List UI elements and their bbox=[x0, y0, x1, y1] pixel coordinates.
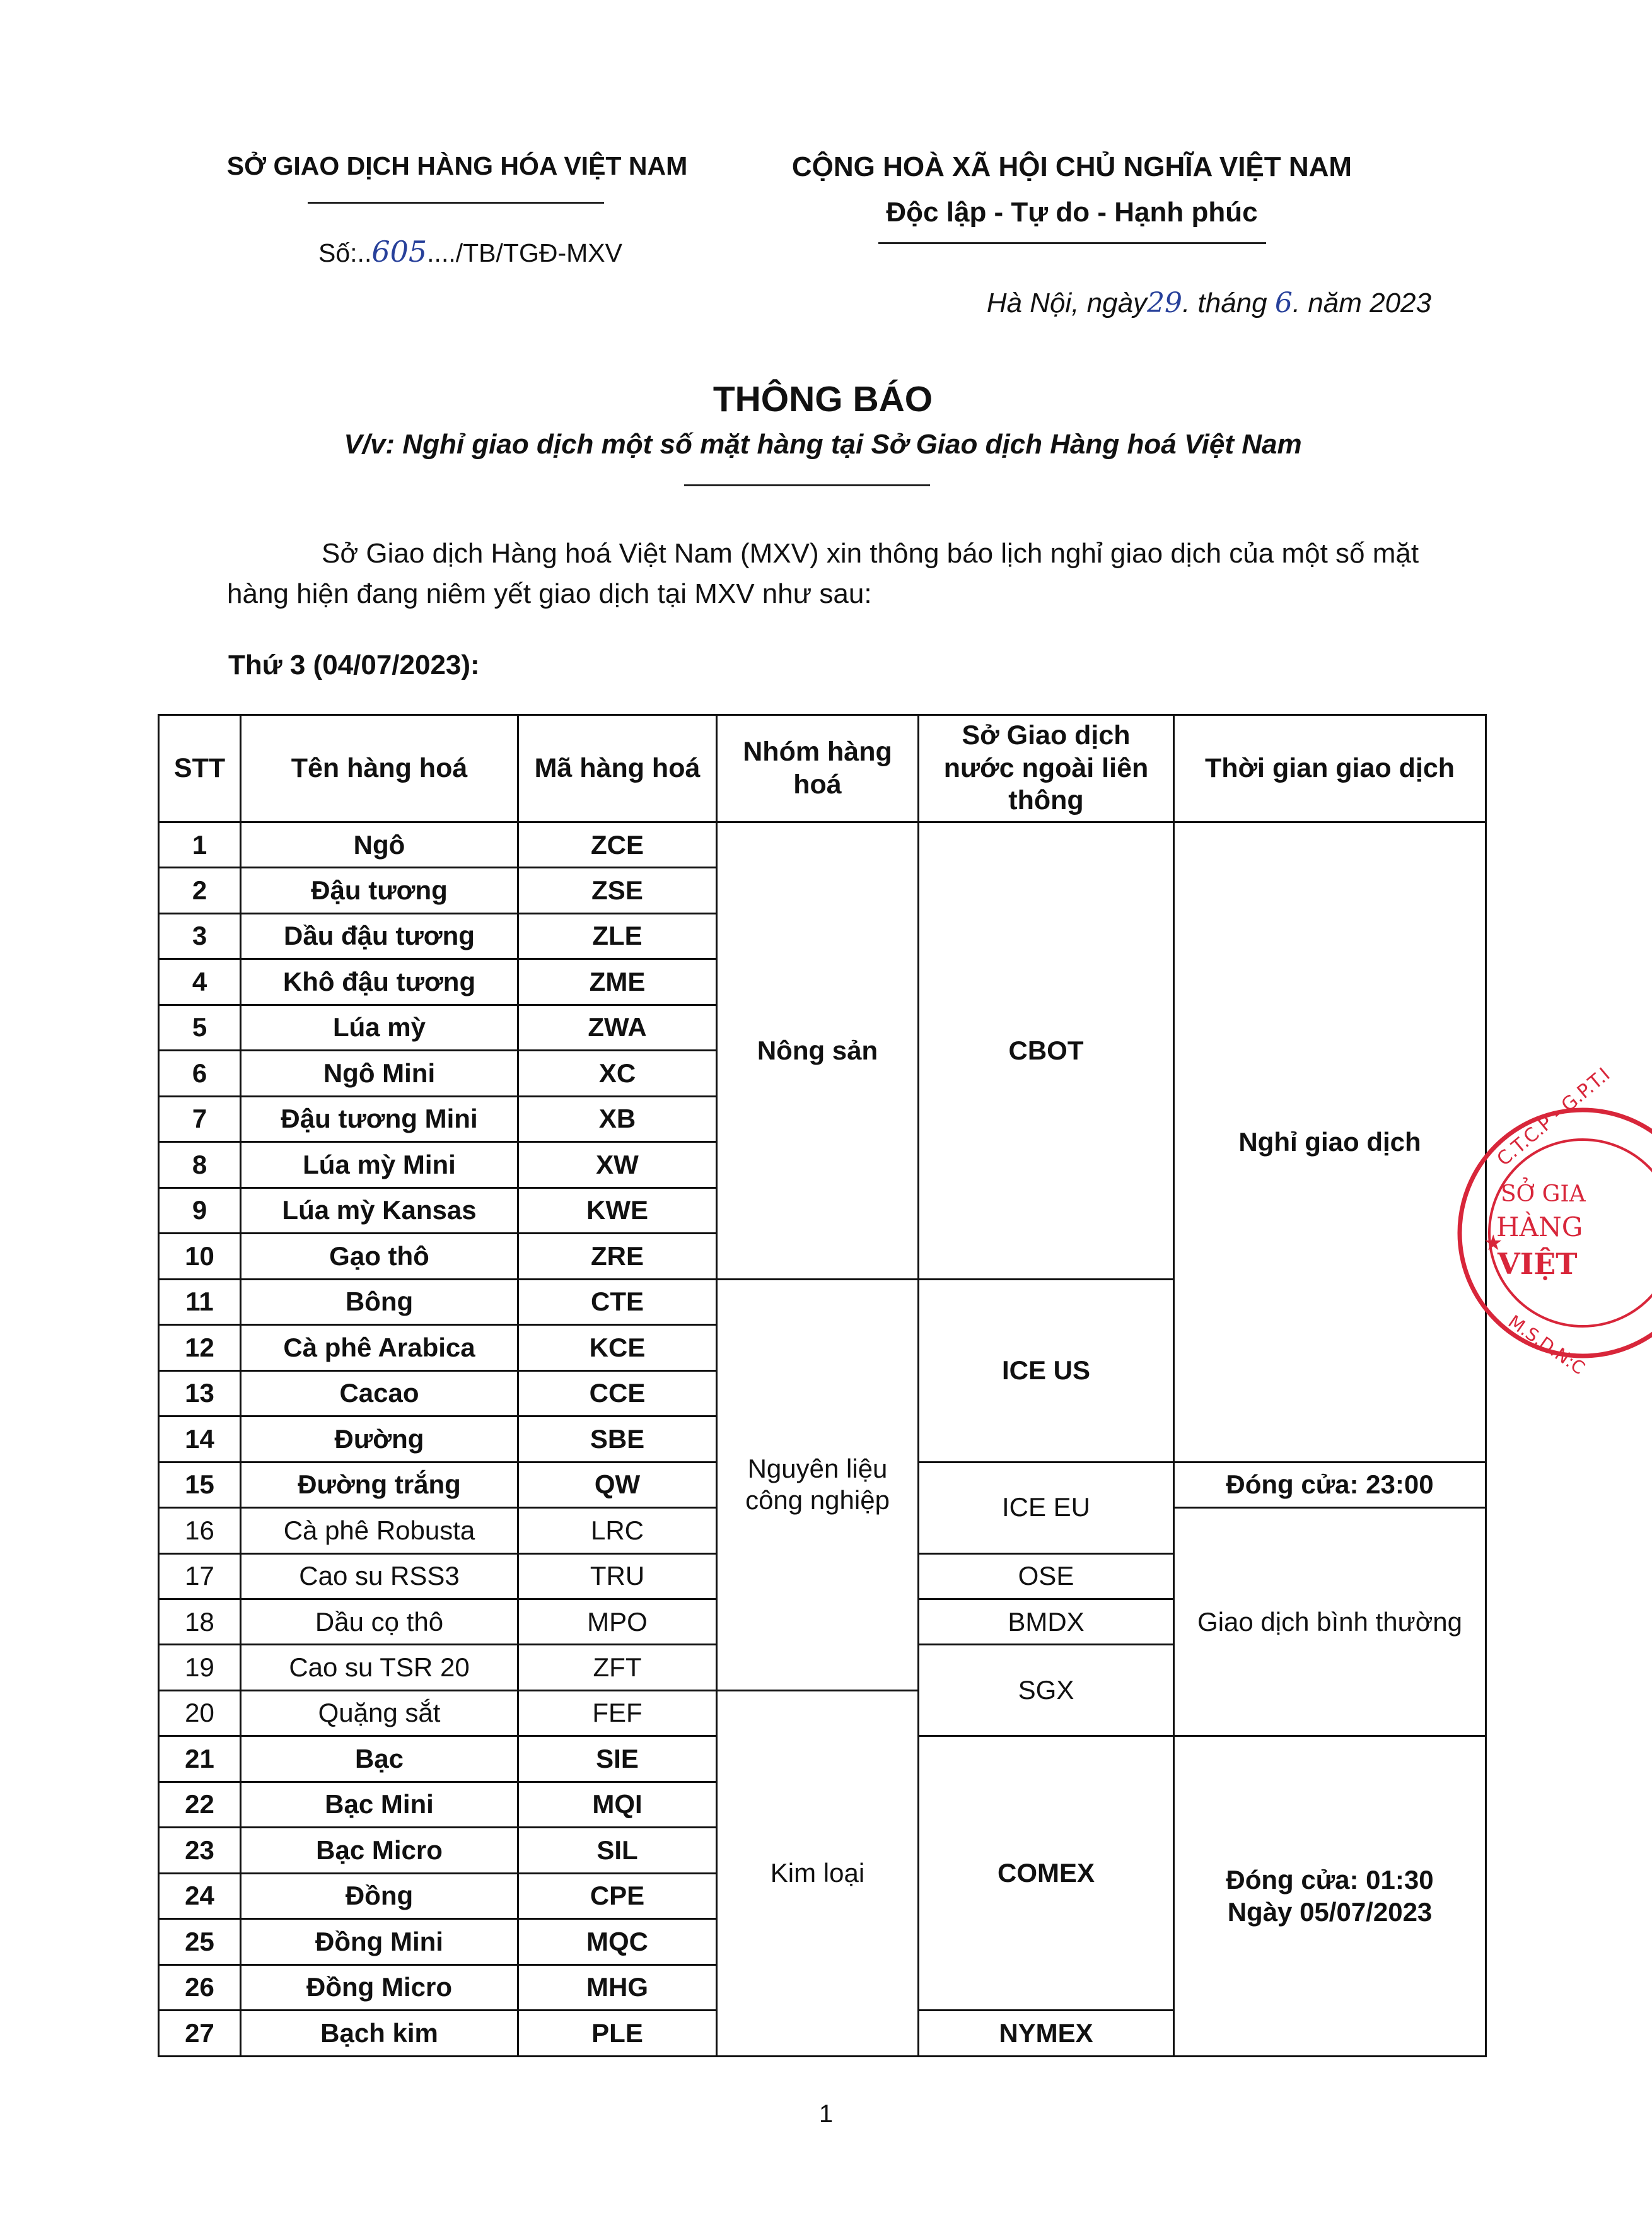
cell-stt: 4 bbox=[159, 959, 241, 1005]
cell-code: XW bbox=[518, 1142, 717, 1188]
cell-name: Lúa mỳ bbox=[241, 1005, 518, 1050]
exchange-ice-us: ICE US bbox=[919, 1279, 1174, 1462]
company-seal bbox=[1453, 1063, 1615, 1381]
cell-name: Bạc Mini bbox=[241, 1782, 518, 1827]
cell-code: CTE bbox=[518, 1279, 717, 1324]
date-month: 6 bbox=[1274, 287, 1293, 319]
table-header-row bbox=[159, 715, 1486, 822]
cell-name: Cao su RSS3 bbox=[241, 1553, 518, 1599]
cell-stt: 7 bbox=[159, 1096, 241, 1142]
cell-name: Dầu cọ thô bbox=[241, 1599, 518, 1644]
date-prefix: Hà Nội, ngày bbox=[986, 288, 1148, 318]
cell-name: Bông bbox=[241, 1279, 518, 1324]
cell-stt: 1 bbox=[159, 822, 241, 868]
cell-name: Đồng Micro bbox=[241, 1965, 518, 2010]
issue-date bbox=[933, 287, 1431, 319]
cell-stt: 6 bbox=[159, 1051, 241, 1096]
exchange-comex: COMEX bbox=[919, 1736, 1174, 2011]
cell-code: KWE bbox=[518, 1188, 717, 1233]
date-suffix: . năm 2023 bbox=[1292, 288, 1431, 318]
seal-graphic bbox=[1453, 1063, 1615, 1381]
seal-star-icon: ★ bbox=[1484, 1230, 1503, 1256]
header-code: Mã hàng hoá bbox=[518, 715, 717, 822]
cell-name: Lúa mỳ Mini bbox=[241, 1142, 518, 1188]
group-nong-san: Nông sản bbox=[717, 822, 919, 1280]
cell-code: ZLE bbox=[518, 913, 717, 959]
cell-name: Bạc bbox=[241, 1736, 518, 1782]
cell-name: Cao su TSR 20 bbox=[241, 1645, 518, 1690]
cell-stt: 21 bbox=[159, 1736, 241, 1782]
time-closed: Nghỉ giao dịch bbox=[1174, 822, 1486, 1463]
header-group: Nhóm hàng hoá bbox=[717, 715, 919, 822]
cell-code: XC bbox=[518, 1051, 717, 1096]
cell-code: PLE bbox=[518, 2011, 717, 2057]
cell-name: Đồng bbox=[241, 1873, 518, 1918]
day-label: Thứ 3 (04/07/2023): bbox=[228, 650, 480, 680]
cell-name: Khô đậu tương bbox=[241, 959, 518, 1005]
cell-code: QW bbox=[518, 1462, 717, 1507]
cell-stt: 12 bbox=[159, 1325, 241, 1370]
close-0130-time: Đóng cửa: 01:30 bbox=[1226, 1865, 1434, 1895]
cell-name: Đồng Mini bbox=[241, 1919, 518, 1965]
cell-name: Bạch kim bbox=[241, 2011, 518, 2057]
doc-no-suffix: ..../TB/TGĐ-MXV bbox=[427, 238, 622, 267]
exchange-ice-eu: ICE EU bbox=[919, 1462, 1174, 1553]
page-number: 1 bbox=[818, 2100, 834, 2128]
document-number: Số:..605..../TB/TGĐ-MXV bbox=[318, 235, 622, 269]
cell-code: FEF bbox=[518, 1690, 717, 1736]
cell-stt: 14 bbox=[159, 1416, 241, 1462]
document-title: THÔNG BÁO bbox=[713, 379, 933, 419]
date-mid: . tháng bbox=[1182, 288, 1275, 318]
cell-code: ZRE bbox=[518, 1234, 717, 1279]
cell-stt: 24 bbox=[159, 1873, 241, 1918]
cell-code: CPE bbox=[518, 1873, 717, 1918]
issuing-organization: SỞ GIAO DỊCH HÀNG HÓA VIỆT NAM bbox=[226, 151, 688, 180]
cell-code: SIE bbox=[518, 1736, 717, 1782]
org-underline bbox=[308, 202, 604, 204]
cell-code: CCE bbox=[518, 1370, 717, 1416]
table-row bbox=[159, 822, 1486, 868]
cell-name: Đường bbox=[241, 1416, 518, 1462]
doc-no-handwritten: 605 bbox=[371, 235, 428, 269]
cell-stt: 13 bbox=[159, 1370, 241, 1416]
cell-stt: 5 bbox=[159, 1005, 241, 1050]
exchange-cbot: CBOT bbox=[919, 822, 1174, 1280]
cell-stt: 11 bbox=[159, 1279, 241, 1324]
cell-name: Đậu tương bbox=[241, 868, 518, 913]
seal-line-1: SỞ GIA bbox=[1501, 1181, 1586, 1207]
exchange-ose: OSE bbox=[919, 1553, 1174, 1599]
cell-code: SIL bbox=[518, 1828, 717, 1873]
group-kim-loai: Kim loại bbox=[717, 1690, 919, 2056]
cell-code: SBE bbox=[518, 1416, 717, 1462]
seal-ring-text: C.T.C.P - G.P.T.I bbox=[1492, 1063, 1615, 1171]
header-name: Tên hàng hoá bbox=[241, 715, 518, 822]
cell-stt: 25 bbox=[159, 1919, 241, 1965]
document-subject: V/v: Nghỉ giao dịch một số mặt hàng tại Sở Giao dịch Hàng hoá Việt Nam bbox=[344, 429, 1302, 460]
cell-stt: 2 bbox=[159, 868, 241, 913]
cell-name: Cacao bbox=[241, 1370, 518, 1416]
header-stt: STT bbox=[159, 715, 241, 822]
cell-code: ZME bbox=[518, 959, 717, 1005]
cell-code: ZWA bbox=[518, 1005, 717, 1050]
cell-code: ZFT bbox=[518, 1645, 717, 1690]
header-exchange: Sở Giao dịch nước ngoài liên thông bbox=[919, 715, 1174, 822]
cell-stt: 19 bbox=[159, 1645, 241, 1690]
cell-stt: 22 bbox=[159, 1782, 241, 1827]
doc-no-prefix: Số: bbox=[318, 238, 358, 267]
seal-bottom-text: M.S.D.N:C bbox=[1504, 1311, 1589, 1379]
cell-stt: 15 bbox=[159, 1462, 241, 1507]
cell-name: Ngô Mini bbox=[241, 1051, 518, 1096]
time-close-0130 bbox=[1174, 1736, 1486, 2057]
cell-name: Cà phê Robusta bbox=[241, 1508, 518, 1553]
cell-code: KCE bbox=[518, 1325, 717, 1370]
cell-name: Ngô bbox=[241, 822, 518, 868]
seal-line-3: VIỆT bbox=[1498, 1247, 1578, 1281]
cell-name: Bạc Micro bbox=[241, 1828, 518, 1873]
cell-stt: 23 bbox=[159, 1828, 241, 1873]
cell-stt: 17 bbox=[159, 1553, 241, 1599]
cell-code: XB bbox=[518, 1096, 717, 1142]
cell-code: MQI bbox=[518, 1782, 717, 1827]
cell-code: MQC bbox=[518, 1919, 717, 1965]
cell-name: Đậu tương Mini bbox=[241, 1096, 518, 1142]
national-title: CỘNG HOÀ XÃ HỘI CHỦ NGHĨA VIỆT NAM bbox=[791, 151, 1352, 182]
cell-code: TRU bbox=[518, 1553, 717, 1599]
cell-name: Cà phê Arabica bbox=[241, 1325, 518, 1370]
cell-code: LRC bbox=[518, 1508, 717, 1553]
cell-stt: 16 bbox=[159, 1508, 241, 1553]
cell-stt: 8 bbox=[159, 1142, 241, 1188]
national-motto: Độc lập - Tự do - Hạnh phúc bbox=[886, 197, 1258, 228]
cell-name: Gạo thô bbox=[241, 1234, 518, 1279]
exchange-bmdx: BMDX bbox=[919, 1599, 1174, 1644]
cell-stt: 18 bbox=[159, 1599, 241, 1644]
cell-name: Đường trắng bbox=[241, 1462, 518, 1507]
seal-line-2: HÀNG bbox=[1496, 1212, 1583, 1242]
cell-code: MHG bbox=[518, 1965, 717, 2010]
date-day: 29 bbox=[1147, 287, 1183, 319]
motto-underline bbox=[878, 242, 1266, 244]
cell-stt: 9 bbox=[159, 1188, 241, 1233]
cell-stt: 10 bbox=[159, 1234, 241, 1279]
header-time: Thời gian giao dịch bbox=[1174, 715, 1486, 822]
exchange-nymex: NYMEX bbox=[919, 2011, 1174, 2057]
close-0130-date: Ngày 05/07/2023 bbox=[1227, 1896, 1433, 1927]
intro-paragraph: Sở Giao dịch Hàng hoá Việt Nam (MXV) xin thông báo lịch nghỉ giao dịch của một số mặt hàng hiện đang niêm yết giao dịch tại MXV như sau: bbox=[227, 538, 1419, 609]
cell-code: ZSE bbox=[518, 868, 717, 913]
subject-underline bbox=[684, 484, 930, 486]
cell-name: Dầu đậu tương bbox=[241, 913, 518, 959]
cell-stt: 27 bbox=[159, 2011, 241, 2057]
cell-stt: 26 bbox=[159, 1965, 241, 2010]
trading-schedule-table bbox=[158, 714, 1487, 2057]
cell-name: Quặng sắt bbox=[241, 1690, 518, 1736]
group-nguyen-lieu: Nguyên liệu công nghiệp bbox=[717, 1279, 919, 1690]
cell-code: ZCE bbox=[518, 822, 717, 868]
time-close-2300: Đóng cửa: 23:00 bbox=[1174, 1462, 1486, 1507]
time-normal: Giao dịch bình thường bbox=[1174, 1508, 1486, 1736]
exchange-sgx: SGX bbox=[919, 1645, 1174, 1736]
cell-name: Lúa mỳ Kansas bbox=[241, 1188, 518, 1233]
cell-stt: 20 bbox=[159, 1690, 241, 1736]
cell-stt: 3 bbox=[159, 913, 241, 959]
cell-code: MPO bbox=[518, 1599, 717, 1644]
